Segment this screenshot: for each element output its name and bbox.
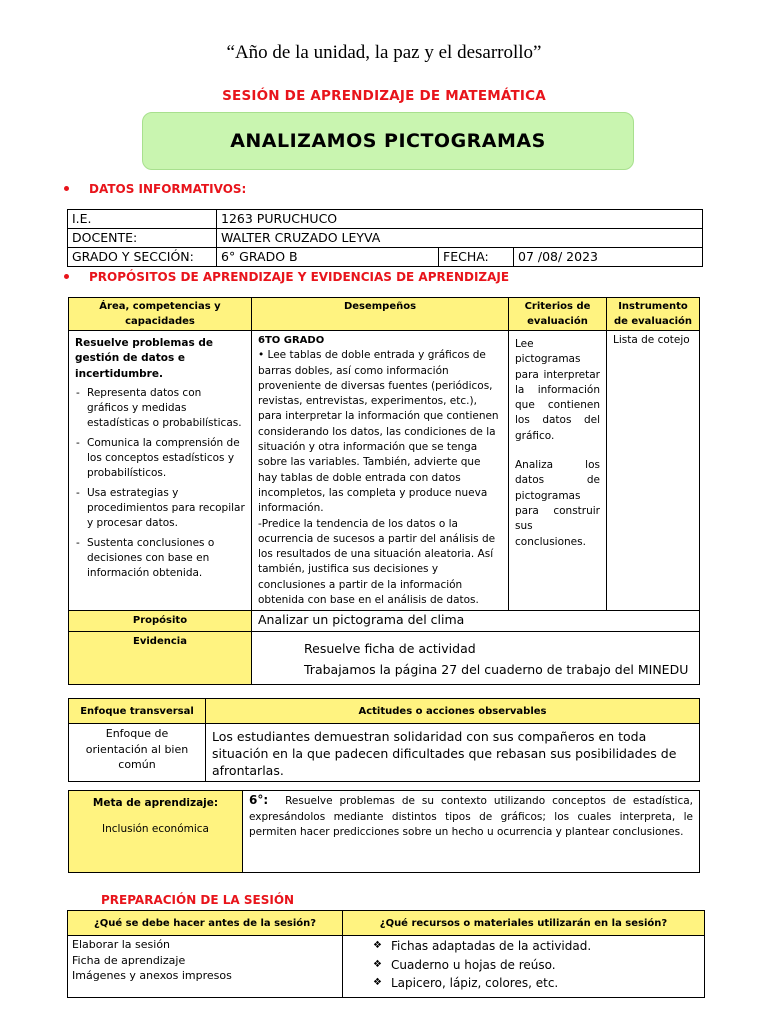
session-title: SESIÓN DE APRENDIZAJE DE MATEMÁTICA [222,88,546,104]
preparacion-heading: PREPARACIÓN DE LA SESIÓN [101,893,295,907]
motto: “Año de la unidad, la paz y el desarrollo” [226,42,542,63]
docente-value: WALTER CRUZADO LEYVA [217,229,703,248]
meta-sub: Inclusión económica [102,823,209,835]
criterios-cell [509,331,607,611]
list-item: ❖ Cuaderno u hojas de reúso. [373,956,700,975]
meta-table [68,790,700,873]
datos-heading-label: DATOS INFORMATIVOS: [89,182,247,196]
meta-text-cell [243,791,700,873]
column-header: Área, competencias y capacidades [69,298,252,331]
bullet-icon [64,186,69,191]
desempeno-text: • Lee tablas de doble entrada y gráficos de barras dobles, así como información proveniente de diversas fuentes (periódicos, revistas, entrevistas, experimentos, etc.), para interpretar la información que contienen considerando los datos, las condiciones de la situación y otra información que se tenga sobre las variables. También, advierte que hay tablas de doble entrada con datos incompletos, las completa y produce nueva información. [258,349,499,515]
instrumento-text: Lista de cotejo [613,334,690,346]
recursos-list [347,937,700,993]
propositos-heading [64,270,509,284]
evidencia-text: Resuelve ficha de actividad [304,640,476,656]
desempeno-text: -Predice la tendencia de los datos o la ocurrencia de sucesos a partir del análisis de los resultados de una situación aleatoria. Así también, justifica sus decisiones y conclusiones a partir de la información obtenida con base en el análisis de datos. [258,517,496,607]
docente-label: DOCENTE: [68,229,217,248]
enfoque-name: Enfoque de orientación al bien común [69,724,206,782]
column-header: Enfoque transversal [69,699,206,724]
table-row [68,210,703,229]
column-header: ¿Qué recursos o materiales utilizarán en la sesión? [343,911,705,936]
list-item: Imágenes y anexos impresos [72,969,232,982]
column-header: Desempeños [252,298,509,331]
list-item: - Representa datos con gráficos y medidas estadísticas o probabilísticas. [75,386,245,432]
propositos-heading-label: PROPÓSITOS DE APRENDIZAJE Y EVIDENCIAS DE APRENDIZAJE [89,270,510,284]
capacidades-list [75,386,245,582]
evidencia-label: Evidencia [69,631,252,684]
preparacion-table [67,910,705,998]
fecha-value: 07 /08/ 2023 [514,248,703,267]
table-row [68,229,703,248]
grado-label: GRADO Y SECCIÓN: [68,248,217,267]
meta-text: Resuelve problemas de su contexto utilizando conceptos de estadística, expresándolos mediante distintos tipos de gráficos; los cuales interpreta, le permiten hacer predicciones sobre un hecho u ocurrencia y plantear conclusiones. [249,795,693,838]
datos-heading [64,182,246,196]
criterio-text: Analiza los datos de pictogramas para construir sus conclusiones. [515,459,600,548]
recursos-cell [343,936,705,998]
proposito-label: Propósito [69,611,252,631]
list-item: ❖ Lapicero, lápiz, colores, etc. [373,974,700,993]
meta-label: Meta de aprendizaje: [92,797,219,809]
evidencia-text: Trabajamos la página 27 del cuaderno de trabajo del MINEDU [304,661,689,677]
proposito-value: Analizar un pictograma del clima [252,611,700,631]
column-header: Actitudes o acciones observables [206,699,700,724]
list-item: Ficha de aprendizaje [72,953,186,967]
list-item: - Comunica la comprensión de los conceptos estadísticos y probabilísticos. [75,436,245,482]
enfoque-actitud: Los estudiantes demuestran solidaridad con sus compañeros en toda situación en la que padecen dificultades que rebasan sus posibilidades de afrontarlas. [206,724,700,782]
banner-title: ANALIZAMOS PICTOGRAMAS [230,130,546,152]
desempenos-cell [252,331,509,611]
enfoque-table [68,698,700,782]
list-item: - Usa estrategias y procedimientos para recopilar y procesar datos. [75,486,245,532]
meta-grade: 6°: [249,793,269,807]
table-row [68,248,703,267]
table-row [69,791,700,873]
propositos-table [68,297,700,685]
list-item: Elaborar la sesión [72,938,171,951]
ie-value: 1263 PURUCHUCO [217,210,703,229]
grade-label: 6TO GRADO [258,335,325,346]
table-row [69,331,700,611]
column-header: Criterios de evaluación [509,298,607,331]
grado-value: 6° GRADO B [217,248,439,267]
competencias-cell [69,331,252,611]
table-header-row [69,298,700,331]
ie-label: I.E. [68,210,217,229]
column-header: ¿Qué se debe hacer antes de la sesión? [68,911,343,936]
table-row [69,724,700,782]
list-item: ❖ Fichas adaptadas de la actividad. [373,937,700,956]
table-row [68,936,705,998]
criterio-text: Lee pictogramas para interpretar la información que contienen los datos del gráfico. [515,338,600,442]
evidencia-cell [252,631,700,684]
bullet-icon [64,274,69,279]
antes-cell [68,936,343,998]
datos-table [67,209,703,267]
instrumento-cell [607,331,700,611]
table-row [69,631,700,684]
competencia-text: Resuelve problemas de gestión de datos e incertidumbre. [75,337,213,380]
table-row [69,611,700,631]
list-item: - Sustenta conclusiones o decisiones con base en información obtenida. [75,536,245,582]
meta-label-cell [69,791,243,873]
title-banner [142,112,634,170]
column-header: Instrumento de evaluación [607,298,700,331]
table-header-row [68,911,705,936]
table-header-row [69,699,700,724]
fecha-label: FECHA: [439,248,514,267]
